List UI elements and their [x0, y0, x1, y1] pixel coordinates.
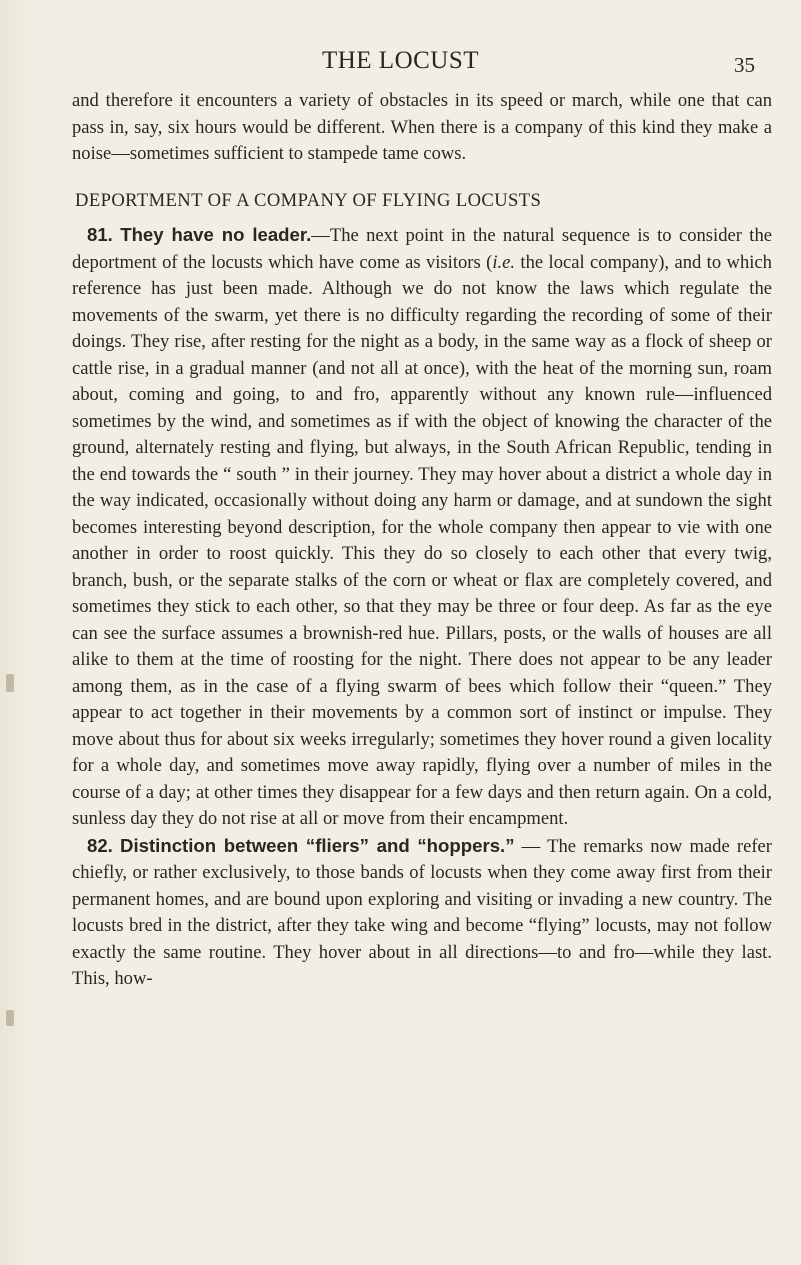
abbreviation-ie: i.e. — [492, 251, 516, 273]
body-text — [72, 88, 772, 993]
paragraph-text: —The next point in the natural sequence is to consider the deportment of the locusts which have come as visitors ( — [72, 225, 773, 273]
page-stain — [6, 1010, 14, 1026]
paragraph-number: 82. — [87, 834, 113, 856]
paragraph-heading: Distinction between “fliers” and “hoppers.” — [120, 834, 515, 856]
page-stain — [6, 674, 14, 692]
continuation-paragraph: and therefore it encounters a variety of obstacles in its speed or march, while one that can pass in, say, six hours would be different. When there is a company of this kind they make a noise—sometimes sufficient to stampede tame cows. — [72, 90, 772, 164]
paragraph-text: — The remarks now made refer chiefly, or rather exclusively, to those bands of locusts when they come away first from their permanent homes, and are bound upon exploring and visiting or invading a new country. The locusts bred in the district, after they take wing and become “flying” locusts, may not follow exactly the same routine. They hover about in all directions—to and fro—while they last. This, how- — [72, 835, 772, 989]
section-heading: DEPORTMENT OF A COMPANY OF FLYING LOCUSTS — [75, 189, 542, 211]
page-number: 35 — [734, 53, 755, 77]
paragraph-81 — [72, 222, 772, 833]
paragraph-text: the local company), and to which reference has just been made. Although we do not know the laws which regulate the movements of the swarm, yet there is no difficulty regarding the recording of some of their doings. They rise, after resting for the night as a body, in the same way as a flock of sheep or cattle rise, in a gradual manner (and not all at once), with the heat of the morning sun, roam about, coming and going, to and fro, apparently without any known rule—influenced sometimes by the wind, and sometimes as if with the object of knowing the character of the ground, alternately resting and flying, but always, in the South African Republic, tending in the end towards the “ south ” in their journey. They may hover about a district a whole day in the way indicated, occasionally without doing any harm or damage, and at sundown the sight becomes interesting beyond description, for the whole company then appear to vie with one another in order to roost quickly. This they do so closely to each other that every twig, branch, bush, or the separate stalks of the corn or wheat or flax are completely covered, and sometimes they stick to each other, so that they may be three or four deep. As far as the eye can see the surface assumes a brownish-red hue. Pillars, posts, or the walls of houses are all alike to them at the time of roosting for the night. There does not appear to be any leader among them, as in the case of a flying swarm of bees which follow their “queen.” They appear to act together in their movements by a common sort of instinct or impulse. They move about thus for about six weeks irregularly; sometimes they hover round a given locality for a whole day, and sometimes move away rapidly, flying over a number of miles in the course of a day; at other times they disappear for a few days and then return again. On a cold, sunless day they do not rise at all or move from their encampment. — [72, 251, 772, 829]
running-head-title: THE LOCUST — [321, 47, 480, 74]
running-head — [0, 41, 801, 81]
paragraph-number: 81. — [87, 224, 113, 245]
paragraph-heading: They have no leader. — [120, 224, 312, 245]
paragraph-82 — [72, 833, 772, 993]
